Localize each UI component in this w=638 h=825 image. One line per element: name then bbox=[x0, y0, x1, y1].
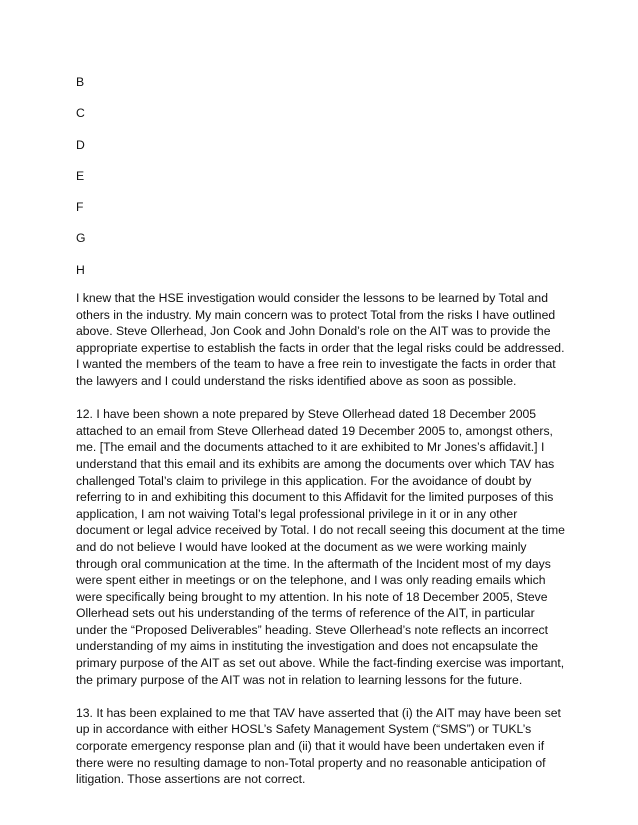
margin-letter-g: G bbox=[76, 231, 86, 246]
document-body bbox=[76, 290, 568, 804]
margin-letter-d: D bbox=[76, 137, 85, 152]
margin-letter-e: E bbox=[76, 168, 85, 183]
margin-letters bbox=[76, 74, 116, 293]
margin-letter-f: F bbox=[76, 200, 84, 215]
margin-letter-b: B bbox=[76, 75, 85, 89]
paragraph-intro: I knew that the HSE investigation would consider the lessons to be learned by Total and others in the industry. My main concern was to protect Total from the risks I have outlined above. Steve Ollerhead, Jon Cook and John Donald’s role on the AIT was to provide the appropriate expertise to establish the facts in order that the legal risks could be addressed. I wanted the members of the team to have a free rein to investigate the facts in order that the lawyers and I could understand the risks identified above as soon as possible. bbox=[76, 291, 565, 388]
paragraph-13: 13. It has been explained to me that TAV have asserted that (i) the AIT may have been set up in accordance with either HOSL’s Safety Management System (“SMS”) or TUKL’s corporate emergency response plan and (ii) that it would have been undertaken even if there were no resulting damage to non-Total property and no reasonable anticipation of litigation. Those assertions are not correct. bbox=[76, 705, 561, 787]
margin-letter-h: H bbox=[76, 262, 85, 277]
margin-letter-c: C bbox=[76, 106, 85, 121]
paragraph-12: 12. I have been shown a note prepared by Steve Ollerhead dated 18 December 2005 attached to an email from Steve Ollerhead dated 19 December 2005 to, amongst others, me. [The email and the documents attached to it are exhibited to Mr Jones’s affidavit.] I understand that this email and its exhibits are among the documents over which TAV has challenged Total’s claim to privilege in this application. For the avoidance of doubt by referring to in and exhibiting this document to this Affidavit for the limited purposes of this application, I am not waiving Total’s legal professional privilege in it or in any other document or legal advice received by Total. I do not recall seeing this document at the time and do not believe I would have looked at the document as we were working mainly through oral communication at the time. In the aftermath of the Incident most of my days were spent either in meetings or on the telephone, and I was only reading emails which were specifically being brought to my attention. In his note of 18 December 2005, Steve Ollerhead sets out his understanding of the terms of reference of the AIT, in particular under the “Proposed Deliverables” heading. Steve Ollerhead’s note reflects an incorrect understanding of my aims in instituting the investigation and does not encapsulate the primary purpose of the AIT as set out above. While the fact-finding exercise was important, the primary purpose of the AIT was not in relation to learning lessons for the future. bbox=[76, 407, 565, 687]
